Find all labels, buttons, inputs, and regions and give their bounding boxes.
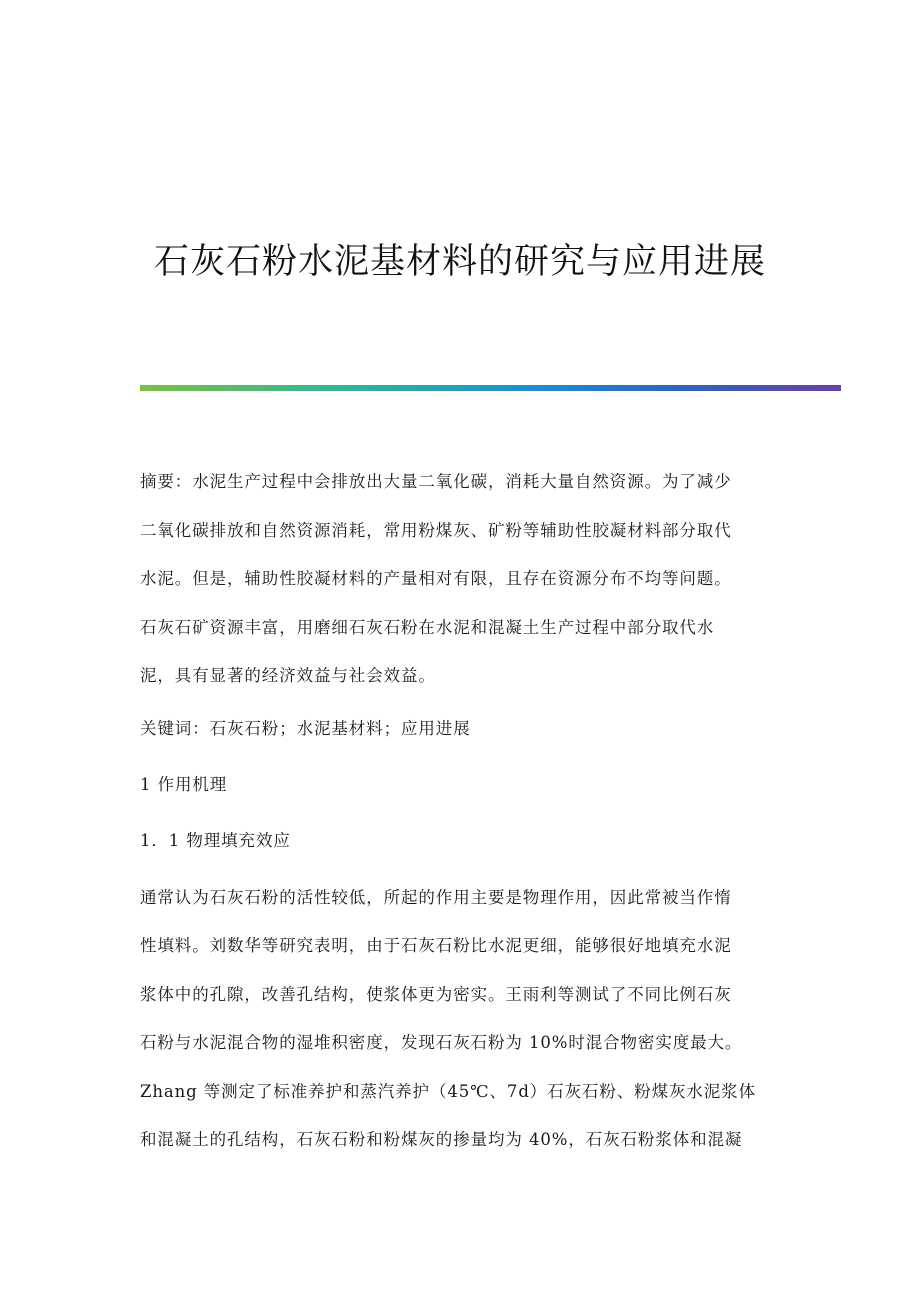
section-paragraph xyxy=(140,874,780,1165)
abstract-line: 水泥。但是，辅助性胶凝材料的产量相对有限，且存在资源分布不均等问题。 xyxy=(140,569,732,588)
document-body xyxy=(140,458,780,1165)
paragraph-line: 通常认为石灰石粉的活性较低，所起的作用主要是物理作用，因此常被当作惰 xyxy=(140,887,732,907)
keywords-line: 关键词：石灰石粉；水泥基材料；应用进展 xyxy=(140,718,471,738)
abstract-paragraph xyxy=(140,458,780,701)
subsection-heading: 1．1 物理填充效应 xyxy=(140,830,291,850)
paragraph-line: 性填料。刘数华等研究表明，由于石灰石粉比水泥更细，能够很好地填充水泥 xyxy=(140,936,732,955)
paragraph-line: 和混凝土的孔结构，石灰石粉和粉煤灰的掺量均为 40%，石灰石粉浆体和混凝 xyxy=(140,1130,743,1149)
paragraph-line: 浆体中的孔隙，改善孔结构，使浆体更为密实。王雨利等测试了不同比例石灰 xyxy=(140,984,732,1004)
document-title: 石灰石粉水泥基材料的研究与应用进展 xyxy=(153,242,766,283)
paragraph-line: Zhang 等测定了标准养护和蒸汽养护（45℃、7d）石灰石粉、粉煤灰水泥浆体 xyxy=(140,1081,756,1101)
section-heading: 1 作用机理 xyxy=(140,774,228,794)
abstract-line: 石灰石矿资源丰富，用磨细石灰石粉在水泥和混凝土生产过程中部分取代水 xyxy=(140,617,715,637)
title-divider xyxy=(140,385,841,391)
abstract-line: 二氧化碳排放和自然资源消耗，常用粉煤灰、矿粉等辅助性胶凝材料部分取代 xyxy=(140,520,732,540)
abstract-line: 泥，具有显著的经济效益与社会效益。 xyxy=(140,666,436,685)
abstract-line: 摘要：水泥生产过程中会排放出大量二氧化碳，消耗大量自然资源。为了减少 xyxy=(140,472,732,491)
paragraph-line: 石粉与水泥混合物的湿堆积密度，发现石灰石粉为 10%时混合物密实度最大。 xyxy=(140,1033,743,1052)
